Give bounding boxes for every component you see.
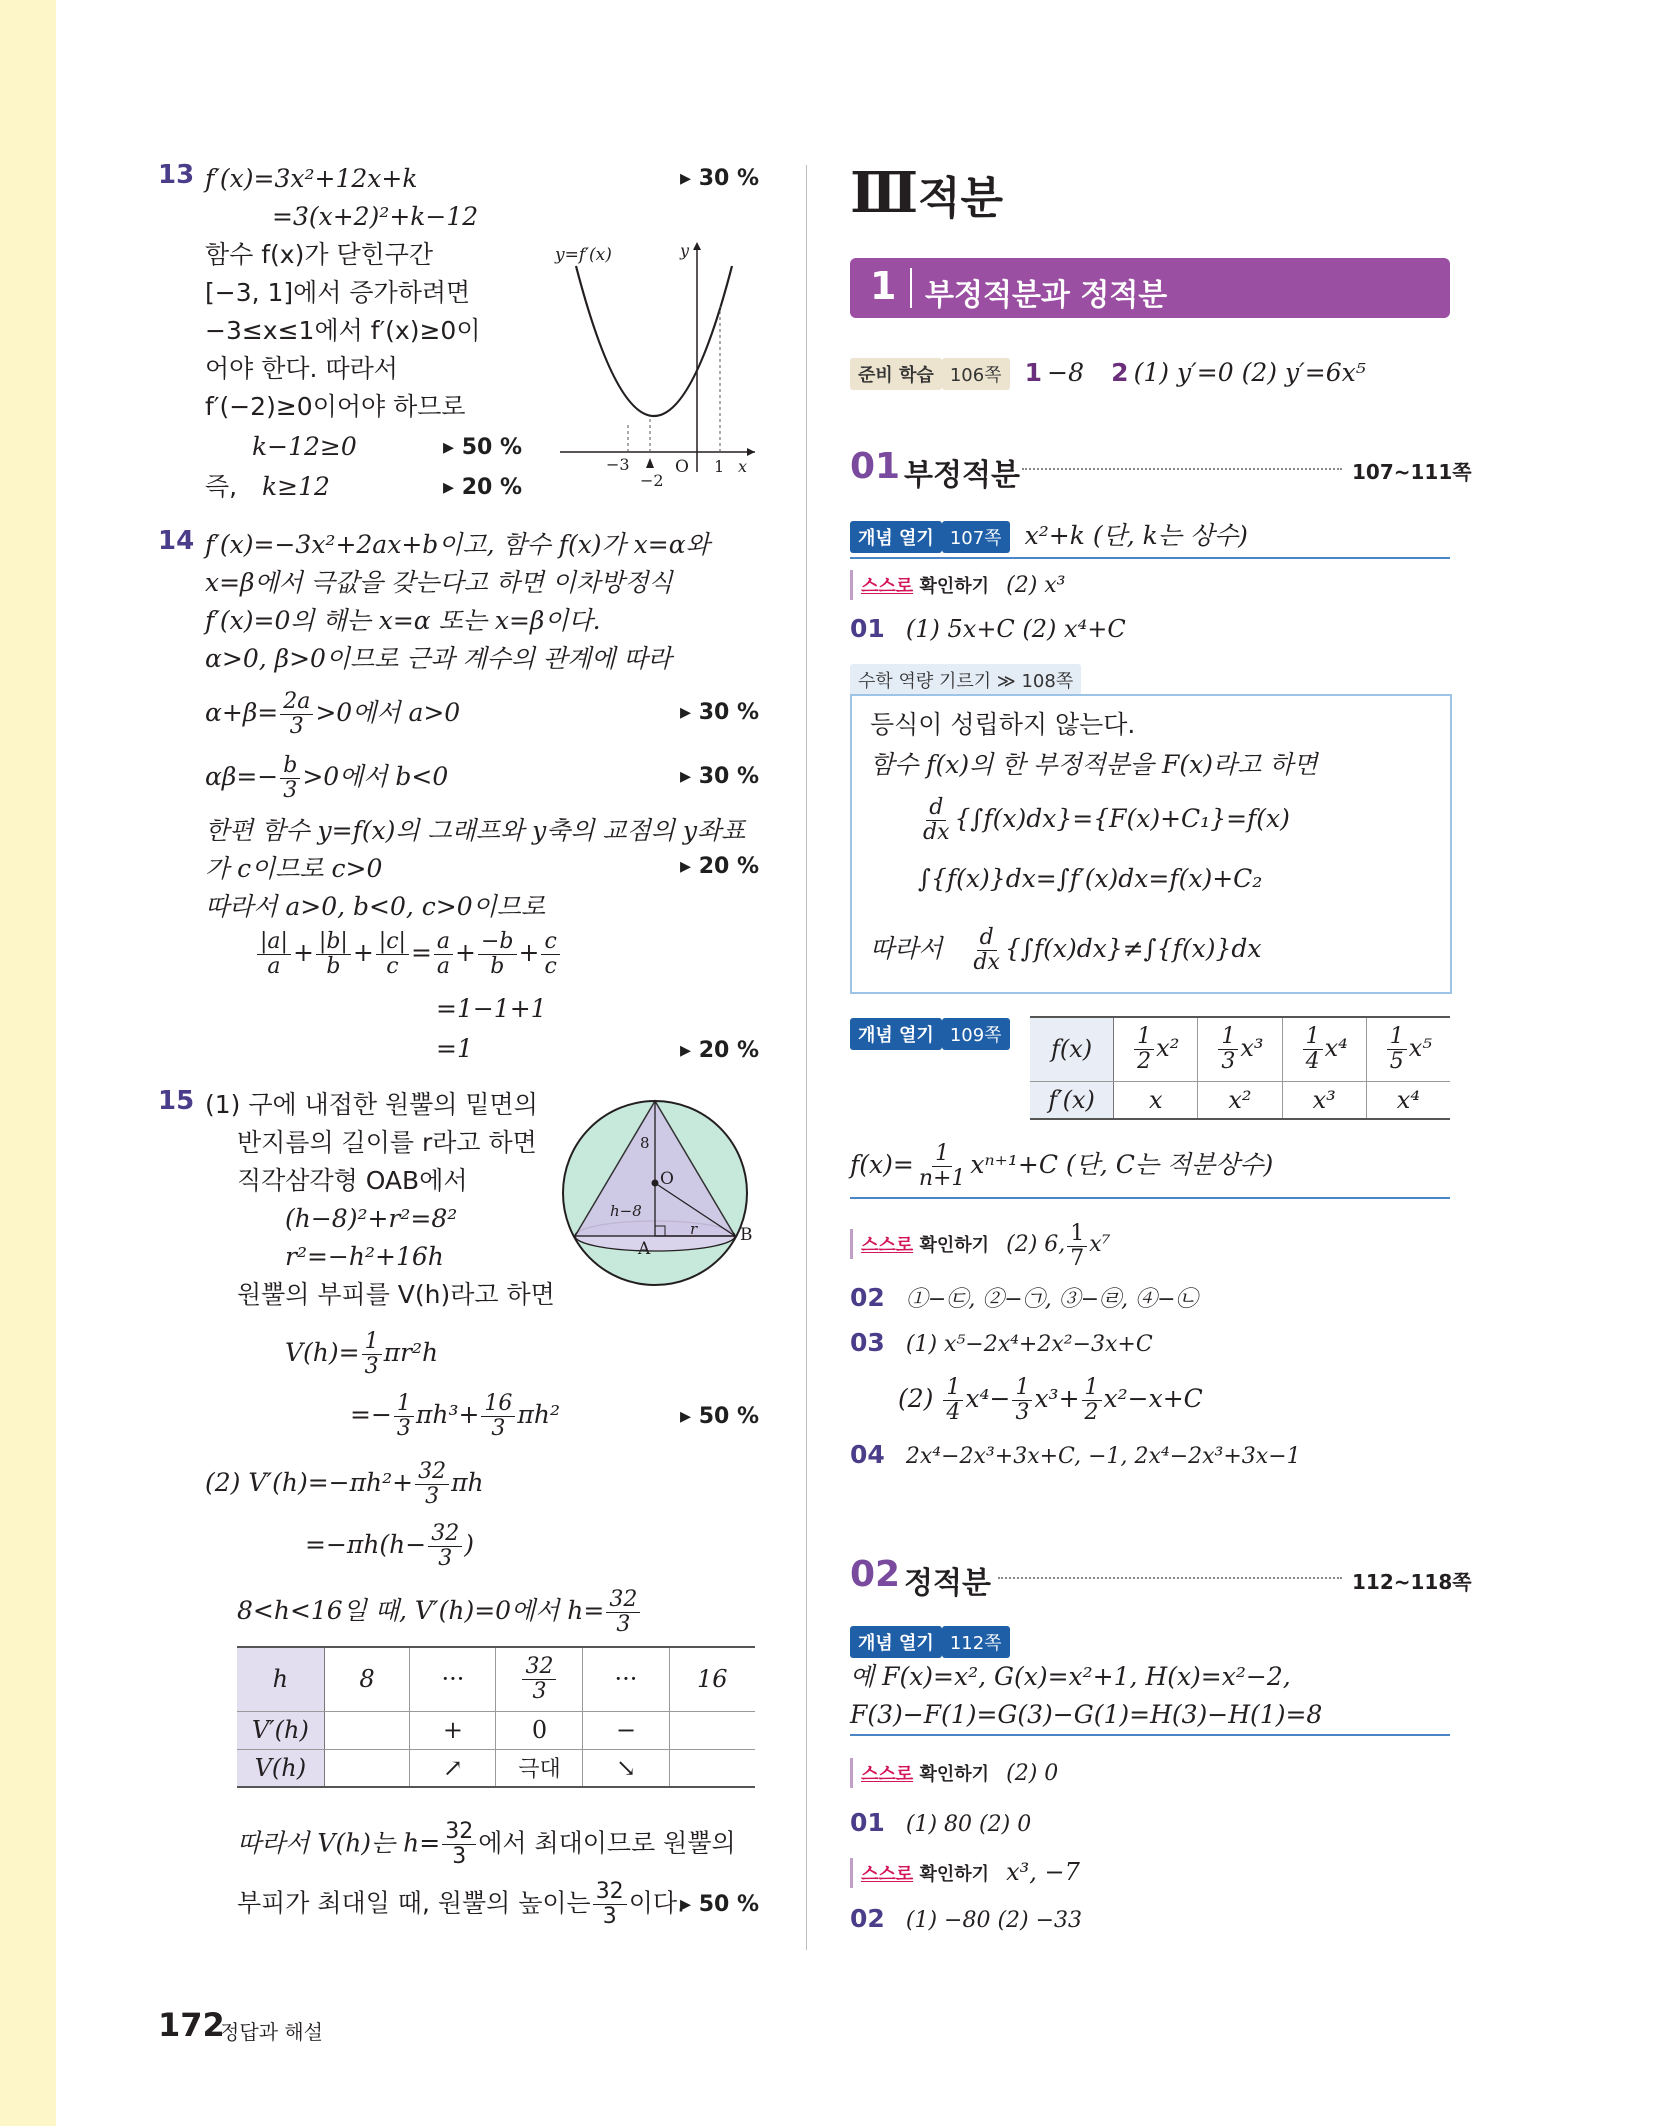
p14-equation-1: α+β= $\frac{2a}{3}$ >0에서 a>0: [205, 689, 461, 739]
question-03: 03 (1) x⁵−2x⁴+2x²−3x+C: [850, 1328, 1153, 1357]
score-30: ▸ 30 %: [680, 166, 760, 191]
table-cell: $\frac{1}{2}$ x²: [1114, 1017, 1198, 1081]
graph-x-label: x: [738, 457, 748, 476]
p14-line-6: 가 c이므로 c>0: [205, 854, 383, 883]
chapter-title: 적분: [918, 173, 1004, 224]
table-cell: x⁴: [1396, 1085, 1420, 1114]
p15-line-4: (h−8)²+r²=8²: [285, 1204, 458, 1233]
skill-box-line-4: ∫{f(x)}dx=∫f′(x)dx=f(x)+C₂: [918, 864, 1263, 893]
score-50: ▸ 50 %: [680, 1892, 760, 1917]
p15-critical: 8<h<16일 때, V′(h)=0에서 h= $\frac{32}{3}$: [237, 1588, 642, 1637]
question-03-part-2: (2) $\frac{1}{4}$ x⁴− $\frac{1}{3}$ x³+ $\frac{1}{2}$ x²−x+C: [898, 1375, 1203, 1425]
skill-tab: [850, 664, 1081, 696]
table-cell: x²: [1198, 1081, 1282, 1119]
graph-origin-label: O: [675, 457, 689, 477]
table-cell: [669, 1711, 755, 1749]
unit-number: 1: [870, 264, 897, 308]
page-number: 172: [158, 2006, 225, 2044]
table-cell: ···: [583, 1647, 669, 1711]
p14-line-3: f′(x)=0의 해는 x=α 또는 x=β이다.: [205, 606, 601, 635]
p14-line-1: f′(x)=−3x²+2ax+b이고, 함수 f(x)가 x=α와: [205, 530, 710, 559]
self-check-3: 스스로 확인하기 (2) 0: [850, 1758, 1058, 1788]
problem-15-number: 15: [158, 1086, 195, 1116]
section-01-leader: [1022, 468, 1342, 470]
graph-y-label: y: [680, 241, 690, 260]
score-20: ▸ 20 %: [680, 854, 760, 879]
self-check-1: [850, 570, 1066, 600]
unit-title: 부정적분과 정적분: [925, 278, 1168, 313]
table-cell: $\frac{1}{4}$ x⁴: [1282, 1017, 1366, 1081]
section-01-title: 부정적분: [904, 458, 1020, 493]
table-cell: $\frac{1}{3}$ x³: [1198, 1017, 1282, 1081]
p15-line-1: (1) 구에 내접한 원뿔의 밑면의: [205, 1090, 538, 1119]
graph-tick-minus2: −2: [640, 471, 664, 490]
footer-label: 정답과 해설: [220, 2020, 323, 2044]
p13-line-1: f′(x)=3x²+12x+k: [205, 164, 418, 193]
self-check-answer: (2) x³: [1006, 573, 1066, 598]
concept-open-answer: x²+k (단, k는 상수): [1024, 521, 1248, 550]
score-20: ▸ 20 %: [443, 475, 523, 500]
skill-box-line-2: 함수 f(x)의 한 부정적분을 F(x)라고 하면: [870, 750, 1318, 779]
table-cell: ↘: [583, 1749, 669, 1787]
p15-derivative-1: (2) V′(h)=−πh²+ $\frac{32}{3}$ πh: [205, 1459, 484, 1509]
table-cell: +: [410, 1711, 496, 1749]
concept-open-chip: 개념 열기: [850, 1018, 942, 1050]
score-50: ▸ 50 %: [680, 1404, 760, 1429]
table-cell: 0: [496, 1711, 583, 1749]
self-check-label: 스스로 확인하기: [850, 1229, 997, 1259]
fig-label-r: r: [690, 1220, 698, 1238]
table-cell: ↗: [410, 1749, 496, 1787]
table-cell: h: [237, 1647, 324, 1711]
fig-point-o: O: [660, 1169, 674, 1189]
p14-line-5: 한편 함수 y=f(x)의 그래프와 y축의 교점의 y좌표: [205, 816, 746, 845]
table-cell: ···: [410, 1647, 496, 1711]
concept-open-chip: 개념 열기: [850, 1626, 942, 1658]
concept-open-chip: 개념 열기: [850, 521, 942, 553]
p13-line-8: k−12≥0: [252, 432, 357, 461]
concept-open-107: [850, 516, 1450, 559]
unit-divider: [910, 268, 912, 308]
table-cell: [324, 1711, 410, 1749]
table-cell: [324, 1749, 410, 1787]
p15-conclusion-2: 부피가 최대일 때, 원뿔의 높이는 $\frac{32}{3}$ 이다.: [237, 1879, 685, 1929]
p13-line-9: k≥12: [262, 472, 330, 501]
score-50: ▸ 50 %: [443, 435, 523, 460]
p14-line-7: 따라서 a>0, b<0, c>0이므로: [205, 892, 546, 921]
p13-line-4: [−3, 1]에서 증가하려면: [205, 278, 471, 307]
p14-line-8: =1−1+1: [436, 994, 547, 1023]
graph-label: y=f′(x): [555, 245, 612, 265]
prep-answer-1: −8: [1047, 358, 1085, 387]
concept-open-112: [850, 1626, 1010, 1658]
p13-line-7: f′(−2)≥0이어야 하므로: [205, 392, 466, 421]
concept-open-page: 107쪽: [942, 521, 1010, 553]
definite-example-1: 예 F(x)=x², G(x)=x²+1, H(x)=x²−2,: [850, 1662, 1291, 1691]
table-cell: x: [1114, 1081, 1198, 1119]
fig-label-h8: h−8: [610, 1202, 642, 1220]
p15-volume-2: =− $\frac{1}{3}$ πh³+ $\frac{16}{3}$ πh²: [350, 1391, 560, 1441]
p13-line-5: −3≤x≤1에서 f′(x)≥0이: [205, 316, 481, 345]
p15-conclusion-1: 따라서 V(h)는 h= $\frac{32}{3}$ 에서 최대이므로 원뿔의: [237, 1819, 736, 1869]
problem-14-number: 14: [158, 526, 195, 556]
section-01-number: 01: [850, 446, 901, 487]
concept-open-page: 112쪽: [942, 1626, 1010, 1658]
p13-line-6: 어야 한다. 따라서: [205, 354, 398, 383]
p13-line-2: =3(x+2)²+k−12: [272, 202, 479, 231]
table-cell: x³: [1282, 1081, 1366, 1119]
table-cell: 8: [324, 1647, 410, 1711]
sphere-cone-figure: [560, 1088, 770, 1298]
chapter-roman: Ⅲ: [850, 160, 919, 226]
p14-line-4: α>0, β>0이므로 근과 계수의 관계에 따라: [205, 644, 672, 673]
problem-13-number: 13: [158, 160, 195, 190]
fig-point-b: B: [740, 1225, 753, 1245]
fig-point-a: A: [638, 1239, 651, 1259]
p15-line-5: r²=−h²+16h: [285, 1242, 444, 1271]
p15-line-2: 반지름의 길이를 r라고 하면: [237, 1128, 537, 1157]
table-cell: 16: [669, 1647, 755, 1711]
definite-example-2: F(3)−F(1)=G(3)−G(1)=H(3)−H(1)=8: [850, 1696, 1450, 1736]
parabola-graph: [550, 236, 760, 490]
table-cell: $\frac{1}{5}$ x⁵: [1366, 1017, 1450, 1081]
table-cell: V(h): [237, 1749, 324, 1787]
table-cell-fraction: $\frac{32}{3}$: [496, 1647, 583, 1711]
self-check-2: 스스로 확인하기 (2) 6, $\frac{1}{7}$ x⁷: [850, 1222, 1111, 1271]
score-30: ▸ 30 %: [680, 764, 760, 789]
unit-banner: [850, 258, 1450, 318]
prep-answer-1-number: 1: [1024, 358, 1043, 387]
section-02-pages: 112~118쪽: [1352, 1570, 1472, 1594]
table-cell: f(x): [1030, 1017, 1114, 1081]
self-check-label: 스스로 확인하기: [850, 570, 997, 600]
skill-box-line-5: 따라서 $\frac{d}{dx}$ {∫f(x)dx}≠∫{f(x)}dx: [870, 925, 1262, 975]
table-cell: V′(h): [237, 1711, 324, 1749]
table-cell: −: [583, 1711, 669, 1749]
question-01: 01 (1) 5x+C (2) x⁴+C: [850, 614, 1126, 643]
skill-box-line-1: 등식이 성립하지 않는다.: [870, 710, 1136, 739]
skill-chip: 수학 역량 기르기 ≫ 108쪽: [850, 664, 1081, 696]
section-02-title: 정적분: [904, 1566, 991, 1601]
concept-open-109: [850, 1018, 1010, 1050]
prep-answer-2-number: 2: [1111, 358, 1129, 387]
page-side-band: [0, 0, 56, 2126]
fig-label-8: 8: [640, 1134, 650, 1152]
self-check-label: 스스로 확인하기: [850, 1858, 997, 1888]
section-02-leader: [998, 1577, 1342, 1579]
p14-line-2: x=β에서 극값을 갖는다고 하면 이차방정식: [205, 568, 673, 597]
power-rule-formula: f(x)= $\frac{1}{n+1}$ xⁿ⁺¹+C (단, C는 적분상수): [850, 1142, 1450, 1199]
score-20: ▸ 20 %: [680, 1038, 760, 1063]
p14-equation-2: αβ=− $\frac{b}{3}$ >0에서 b<0: [205, 753, 449, 803]
section-01-pages: 107~111쪽: [1352, 460, 1472, 484]
p15-line-6: 원뿔의 부피를 V(h)라고 하면: [237, 1280, 555, 1309]
p15-line-3: 직각삼각형 OAB에서: [237, 1166, 468, 1195]
p15-volume-1: V(h)= $\frac{1}{3}$ πr²h: [285, 1329, 439, 1379]
section-02-number: 02: [850, 1554, 901, 1595]
antiderivative-table: [1030, 1016, 1450, 1120]
question-02: 02 ①−㉢, ②−㉠, ③−㉣, ④−㉡: [850, 1283, 1198, 1312]
prep-row: [850, 358, 1366, 390]
p13-line-3: 함수 f(x)가 닫힌구간: [205, 240, 434, 269]
p13-line-9-lead: 즉,: [205, 472, 238, 501]
skill-box-line-3: $\frac{d}{dx}$ {∫f(x)dx}={F(x)+C₁}=f(x): [923, 795, 1290, 845]
score-30: ▸ 30 %: [680, 700, 760, 725]
table-cell: [669, 1749, 755, 1787]
question-04: 04 2x⁴−2x³+3x+C, −1, 2x⁴−2x³+3x−1: [850, 1440, 1301, 1469]
concept-open-page: 109쪽: [942, 1018, 1010, 1050]
prep-answer-2: (1) y′=0 (2) y′=6x⁵: [1133, 358, 1366, 387]
graph-tick-1: 1: [714, 457, 725, 476]
question-02-02: 02 (1) −80 (2) −33: [850, 1904, 1083, 1933]
graph-tick-minus3: −3: [606, 455, 630, 474]
table-cell: 극대: [496, 1749, 583, 1787]
self-check-label: 스스로 확인하기: [850, 1758, 997, 1788]
p15-derivative-2: =−πh(h− $\frac{32}{3}$ ): [305, 1521, 474, 1571]
p14-abs-sum: $\frac{|a|}{a}$ + $\frac{|b|}{b}$ + $\frac{|c|}{c}$ = $\frac{a}{a}$ + $\frac{-b}{b}$ + $\frac{c}{c}$: [255, 930, 562, 979]
p14-line-9: =1: [436, 1034, 473, 1063]
column-divider: [806, 165, 807, 1950]
self-check-4: 스스로 확인하기 x³, −7: [850, 1858, 1080, 1888]
table-cell: f′(x): [1030, 1081, 1114, 1119]
question-02-01: 01 (1) 80 (2) 0: [850, 1808, 1032, 1837]
prep-page: 106쪽: [942, 358, 1010, 390]
increase-decrease-table: [237, 1646, 755, 1788]
prep-chip: 준비 학습: [850, 358, 942, 390]
